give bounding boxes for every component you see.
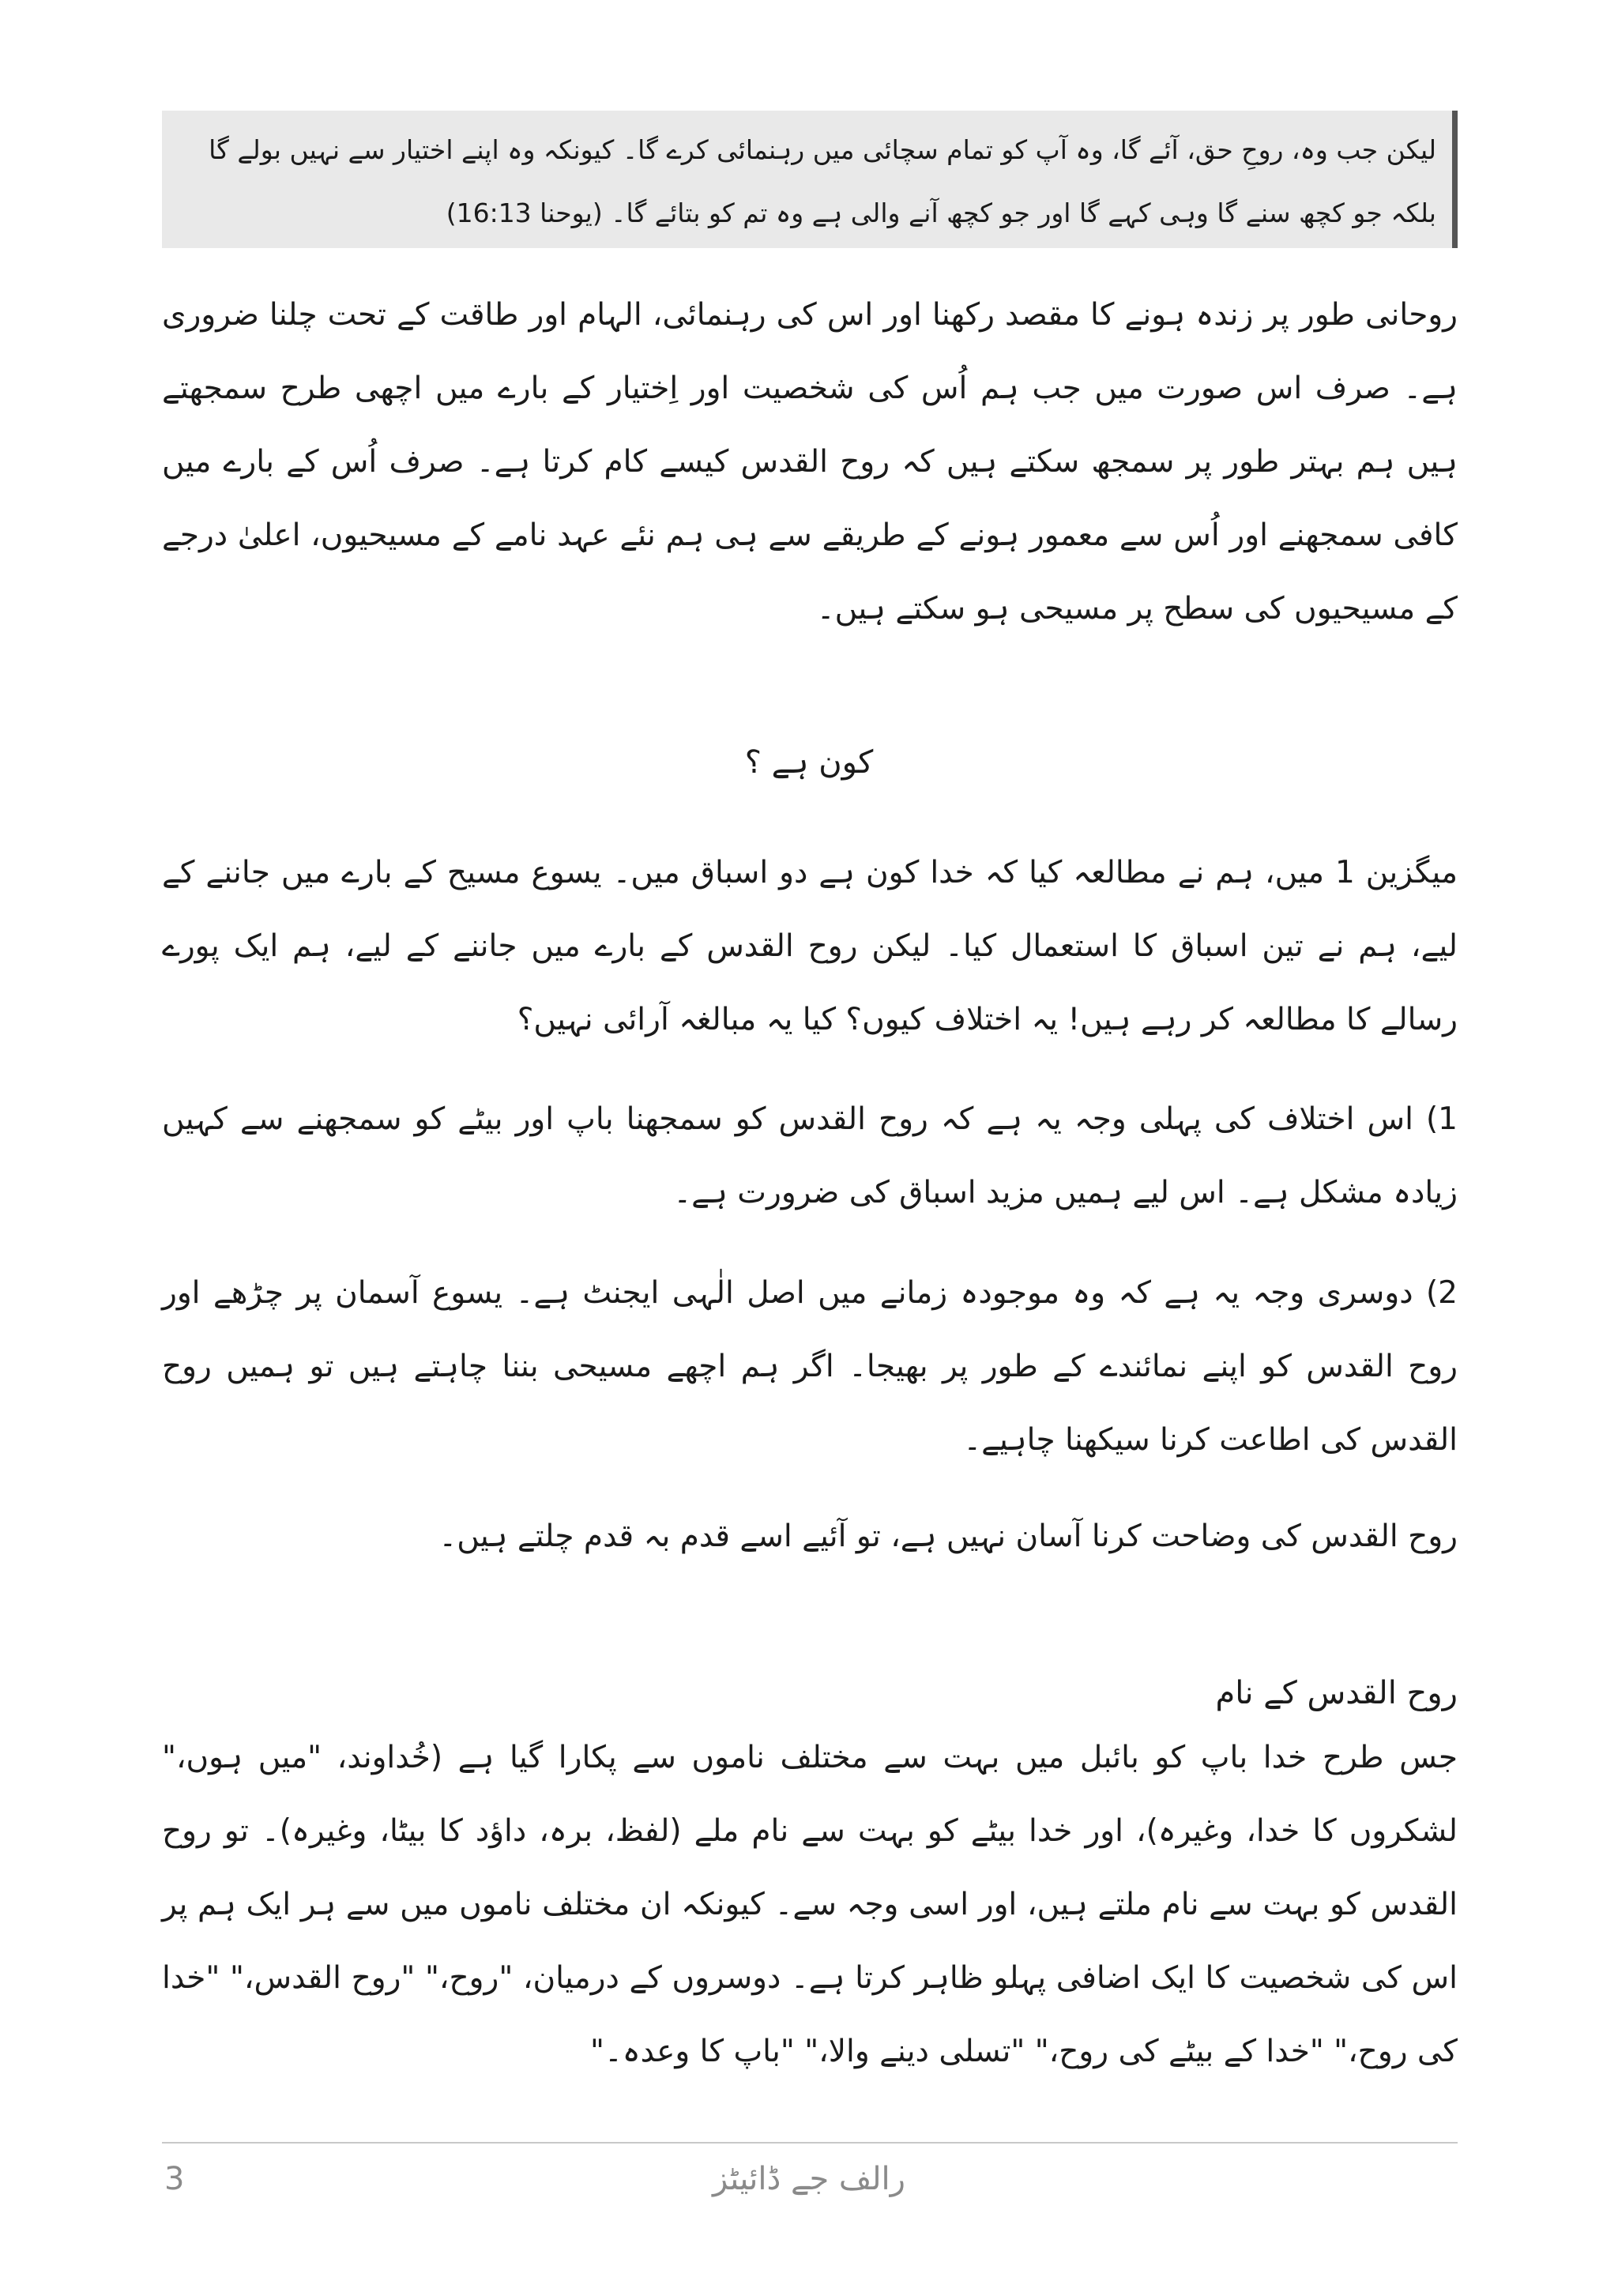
quote-line: بلکہ جو کچھ سنے گا وہی کہے گا اور جو کچھ آنے والی ہے وہ تم کو بتائے گا۔ (یوحنا 16:13) — [446, 198, 1436, 228]
section-heading-names: روح القدس کے نام — [1215, 1675, 1458, 1711]
paragraph: 1) اس اختلاف کی پہلی وجہ یہ ہے کہ روح القدس کو سمجھنا باپ اور بیٹے کو سمجھنے سے کہیں زیادہ مشکل ہے۔ اس لیے ہمیں مزید اسباق کی ضرورت ہے۔ — [162, 1101, 1458, 1210]
scripture-quote-box — [162, 111, 1458, 248]
paragraph: جس طرح خدا باپ کو بائبل میں بہت سے مختلف ناموں سے پکارا گیا ہے (خُداوند، "میں ہوں،" لشکروں کا خدا، وغیرہ)، اور خدا بیٹے کو بہت سے نام ملے (لفظ، برہ، داؤد کا بیٹا، وغیرہ)۔ تو روح القدس کو بہت سے نام ملتے ہیں، اور اسی وجہ سے۔ کیونکہ ان مختلف ناموں میں سے ہر ایک ہم پر اس کی شخصیت کا ایک اضافی پہلو ظاہر کرتا ہے۔ دوسروں کے درمیان، "روح،" "روح القدس،" "خدا کی روح،" "خدا کے بیٹے کی روح،" "تسلی دینے والا،" "باپ کا وعدہ۔" — [162, 1740, 1458, 2069]
paragraph: میگزین 1 میں، ہم نے مطالعہ کیا کہ خدا کون ہے دو اسباق میں۔ یسوع مسیح کے بارے میں جاننے کے لیے، ہم نے تین اسباق کا استعمال کیا۔ لیکن روح القدس کے بارے میں جاننے کے لیے، ہم ایک پورے رسالے کا مطالعہ کر رہے ہیں! یہ اختلاف کیوں؟ کیا یہ مبالغہ آرائی نہیں؟ — [162, 855, 1458, 1037]
page-number: 3 — [164, 2161, 185, 2197]
paragraph: 2) دوسری وجہ یہ ہے کہ وہ موجودہ زمانے میں اصل الٰہی ایجنٹ ہے۔ یسوع آسمان پر چڑھے اور روح القدس کو اپنے نمائندے کے طور پر بھیجا۔ اگر ہم اچھے مسیحی بننا چاہتے ہیں تو ہمیں روح القدس کی اطاعت کرنا سیکھنا چاہیے۔ — [162, 1275, 1458, 1458]
footer-divider — [162, 2142, 1458, 2144]
paragraph: روح القدس کی وضاحت کرنا آسان نہیں ہے، تو آئیے اسے قدم بہ قدم چلتے ہیں۔ — [438, 1519, 1458, 1554]
section-heading-who: کون ہے ؟ — [744, 744, 874, 781]
intro-paragraph: روحانی طور پر زندہ ہونے کا مقصد رکھنا اور اس کی رہنمائی، الہام اور طاقت کے تحت چلنا ضروری ہے۔ صرف اس صورت میں جب ہم اُس کی شخصیت اور اِختیار کے بارے میں اچھی طرح سمجھتے ہیں ہم بہتر طور پر سمجھ سکتے ہیں کہ روح القدس کیسے کام کرتا ہے۔ صرف اُس کے بارے میں کافی سمجھنے اور اُس سے معمور ہونے کے طریقے سے ہی ہم نئے عہد نامے کے مسیحیوں، اعلیٰ درجے کے مسیحیوں کی سطح پر مسیحی ہو سکتے ہیں۔ — [162, 297, 1458, 627]
quote-line: لیکن جب وہ، روحِ حق، آئے گا، وہ آپ کو تمام سچائی میں رہنمائی کرے گا۔ کیونکہ وہ اپنے اختیار سے نہیں بولے گا — [209, 134, 1436, 165]
running-author-title: رالف جے ڈائیٹز — [713, 2161, 905, 2197]
